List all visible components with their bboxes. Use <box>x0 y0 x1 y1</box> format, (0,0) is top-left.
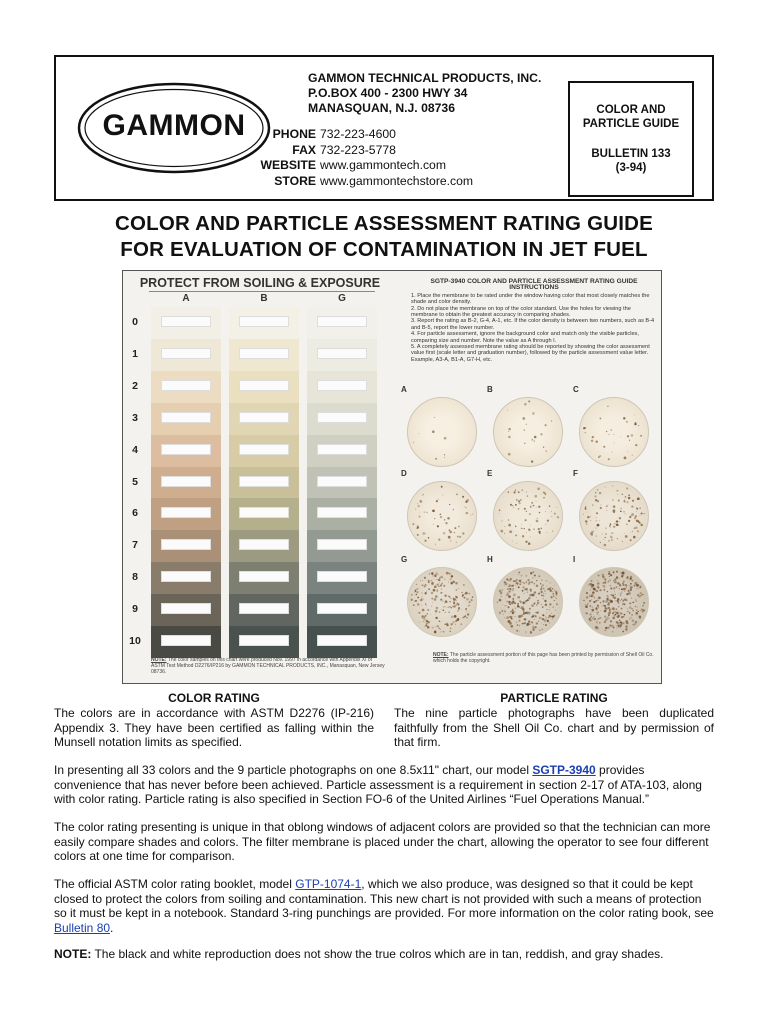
particle-samples <box>393 271 662 684</box>
column-header-a: A <box>182 293 190 304</box>
viewing-window <box>317 412 367 423</box>
viewing-window <box>161 444 211 455</box>
row-number-7: 7 <box>132 539 138 552</box>
viewing-window <box>317 603 367 614</box>
protect-header: PROTECT FROM SOILING & EXPOSURE <box>139 276 381 290</box>
color-swatch-b-8 <box>229 562 299 594</box>
viewing-window <box>239 571 289 582</box>
page-title-line-1: COLOR AND PARTICLE ASSESSMENT RATING GUIDE <box>115 212 653 235</box>
viewing-window <box>317 507 367 518</box>
bulletin-box <box>568 81 694 197</box>
bulletin-80-link[interactable]: Bulletin 80 <box>54 920 111 935</box>
particle-label-i: I <box>573 555 576 564</box>
viewing-window <box>161 380 211 391</box>
particle-rating-text: The nine particle photographs have been duplicated faithfully from the Shell Oil Co. chart and by permission of that firm. <box>394 706 714 749</box>
color-swatch-a-7 <box>151 530 221 562</box>
particle-chart-title: SGTP-3940 COLOR AND PARTICLE ASSESSMENT RATING GUIDE <box>430 278 638 285</box>
color-swatch-b-4 <box>229 435 299 467</box>
particle-label-a: A <box>401 385 407 394</box>
color-swatch-g-6 <box>307 498 377 530</box>
row-number-3: 3 <box>132 411 138 424</box>
bulletin-number: BULLETIN 133 <box>591 148 671 160</box>
color-swatch-b-1 <box>229 339 299 371</box>
contact-website[interactable]: WEBSITE www.gammontech.com <box>260 158 446 172</box>
viewing-window <box>317 571 367 582</box>
viewing-window <box>239 603 289 614</box>
instruction-4: 4. For particle assessment, ignore the background color and match only the visible particles, comparing size and number. Note the value as A through I. <box>411 331 639 344</box>
color-swatch-b-10 <box>229 626 299 658</box>
viewing-window <box>161 412 211 423</box>
viewing-window <box>239 348 289 359</box>
instruction-5: 5. A completely assessed membrane rating should be reported by showing the color assessment value first (scale letter and graduation number), followed by the particle assessment value letter. Example, A3-A, B1-A, G7-H, etc. <box>411 344 650 363</box>
viewing-window <box>317 316 367 327</box>
color-swatch-b-5 <box>229 467 299 499</box>
contact-store[interactable]: STORE www.gammontechstore.com <box>274 173 474 188</box>
particle-speckles <box>580 568 648 636</box>
instructions-heading: INSTRUCTIONS <box>509 284 559 292</box>
color-swatch-g-0 <box>307 307 377 339</box>
paragraph-1: In presenting all 33 colors and the 9 particle photographs on one 8.5x11" chart, our model SGTP-3940 provides convenience that has never before been achieved. Particle assessment is a requirement in section 2-17 of ATA-103, along with color rating. Particle rating is also specified in Section FO-6 of the United Airlines “Fuel Operations Manual.” <box>54 763 702 806</box>
particle-sample-e <box>493 481 563 551</box>
particle-speckles <box>580 398 648 466</box>
color-chart <box>123 271 393 684</box>
gtp-1074-1-link[interactable]: GTP-1074-1 <box>295 877 362 891</box>
viewing-window <box>239 444 289 455</box>
row-number-1: 1 <box>132 347 138 360</box>
particle-sample-b <box>493 397 563 467</box>
row-number-9: 9 <box>132 603 138 616</box>
color-swatch-b-0 <box>229 307 299 339</box>
bulletin-title-1: COLOR AND <box>596 104 666 116</box>
row-number-6: 6 <box>132 507 138 520</box>
color-swatch-b-6 <box>229 498 299 530</box>
letterhead-box <box>54 55 714 201</box>
particle-speckles <box>408 398 476 466</box>
viewing-window <box>317 380 367 391</box>
instruction-1: 1. Place the membrane to be rated under the window having color that most closely matches the shade and color density. <box>411 292 650 306</box>
instruction-3: 3. Report the rating as B-2, G-4, A-1, etc. If the color density is between two numbers, such as B-4 and B-5, report the lower number. <box>411 318 655 331</box>
color-swatch-g-7 <box>307 530 377 562</box>
particle-label-b: B <box>487 385 493 394</box>
particle-speckles <box>408 482 476 550</box>
color-swatch-a-10 <box>151 626 221 658</box>
viewing-window <box>161 635 211 646</box>
logo-text: GAMMON <box>102 109 246 142</box>
viewing-window <box>239 635 289 646</box>
viewing-window <box>317 476 367 487</box>
viewing-window <box>161 316 211 327</box>
particle-speckles <box>494 482 562 550</box>
address-line-2: MANASQUAN, N.J. 08736 <box>308 101 455 115</box>
viewing-window <box>239 316 289 327</box>
bulletin-title-2: PARTICLE GUIDE <box>582 118 680 130</box>
viewing-window <box>317 348 367 359</box>
color-swatch-a-8 <box>151 562 221 594</box>
particle-sample-i <box>579 567 649 637</box>
row-number-8: 8 <box>132 571 138 584</box>
particle-label-e: E <box>487 469 493 478</box>
row-number-10: 10 <box>129 635 141 647</box>
color-swatch-b-9 <box>229 594 299 626</box>
particle-speckles <box>408 568 476 636</box>
viewing-window <box>239 380 289 391</box>
color-swatch-a-1 <box>151 339 221 371</box>
color-swatch-g-9 <box>307 594 377 626</box>
viewing-window <box>239 539 289 550</box>
viewing-window <box>161 507 211 518</box>
viewing-window <box>161 539 211 550</box>
bulletin-date: (3-94) <box>615 162 647 174</box>
color-swatch-g-1 <box>307 339 377 371</box>
particle-label-h: H <box>487 555 493 564</box>
color-swatch-g-2 <box>307 371 377 403</box>
color-swatch-b-7 <box>229 530 299 562</box>
color-swatch-b-3 <box>229 403 299 435</box>
viewing-window <box>317 635 367 646</box>
note-paragraph <box>54 947 714 962</box>
viewing-window <box>239 476 289 487</box>
viewing-window <box>161 603 211 614</box>
color-swatch-a-4 <box>151 435 221 467</box>
particle-sample-a <box>407 397 477 467</box>
particle-speckles <box>580 482 648 550</box>
particle-speckles <box>494 568 562 636</box>
color-swatch-g-4 <box>307 435 377 467</box>
contact-phone: PHONE 732-223-4600 <box>272 127 396 141</box>
particle-sample-h <box>493 567 563 637</box>
row-number-5: 5 <box>132 475 138 488</box>
paragraph-3: The official ASTM color rating booklet, model GTP-1074-1, which we also produce, was designed so that it could be kept closed to protect the colors from soiling and contamination. This new chart is not provided with such a means of protection so it must be kept in a notebook. Standard 3-ring punchings are provided. For more information on the color rating book, see Bulletin 80. <box>54 877 714 935</box>
page-title-line-2: FOR EVALUATION OF CONTAMINATION IN JET FUEL <box>120 238 648 261</box>
particle-label-f: F <box>573 469 578 478</box>
viewing-window <box>317 539 367 550</box>
particle-label-c: C <box>573 385 579 394</box>
particle-sample-c <box>579 397 649 467</box>
color-swatch-b-2 <box>229 371 299 403</box>
row-number-4: 4 <box>132 443 138 456</box>
color-swatch-g-5 <box>307 467 377 499</box>
particle-sample-g <box>407 567 477 637</box>
viewing-window <box>161 476 211 487</box>
column-header-g: G <box>338 293 346 304</box>
viewing-window <box>239 412 289 423</box>
viewing-window <box>317 444 367 455</box>
address-line-1: P.O.BOX 400 - 2300 HWY 34 <box>308 86 468 100</box>
viewing-window <box>161 571 211 582</box>
sgtp-3940-link[interactable]: SGTP-3940 <box>532 763 596 777</box>
row-number-0: 0 <box>132 316 138 328</box>
color-swatch-g-10 <box>307 626 377 658</box>
particle-note: NOTE: The particle assessment portion of this page has been printed by permission of Shell Oil Co. which holds the copyright. <box>433 652 654 664</box>
instruction-2: 2. Do not place the membrane on top of the color standard. Use the holes for viewing the membrane to obtain the greatest accuracy in comparing shades. <box>411 305 631 319</box>
column-header-b: B <box>260 293 268 304</box>
chart-panel <box>122 270 662 684</box>
company-name: GAMMON TECHNICAL PRODUCTS, INC. <box>308 71 542 85</box>
company-address <box>308 71 541 116</box>
color-swatch-g-3 <box>307 403 377 435</box>
note-text: The black and white reproduction does not show the true colros which are in tan, reddish, and gray shades. <box>91 947 664 961</box>
note-label: NOTE: <box>54 947 92 961</box>
row-number-2: 2 <box>132 379 138 392</box>
color-swatch-a-6 <box>151 498 221 530</box>
color-swatch-g-8 <box>307 562 377 594</box>
color-swatch-a-2 <box>151 371 221 403</box>
color-swatch-a-9 <box>151 594 221 626</box>
color-rating-text: The colors are in accordance with ASTM D2276 (IP-216) Appendix 3. They have been certified as falling within the Munsell notation limits as specified. <box>54 706 374 749</box>
color-swatch-a-3 <box>151 403 221 435</box>
viewing-window <box>161 348 211 359</box>
color-rating-heading: COLOR RATING <box>168 691 260 705</box>
color-note: NOTE: The color samples on this chart were produced Nov. 1997 in accordance with Appendix XI of ASTM Test Method D2276/IP216 by GAMMON TECHNICAL PRODUCTS, INC., Manasquan, New Jersey 08736. <box>151 657 385 675</box>
particle-speckles <box>494 398 562 466</box>
gammon-logo <box>76 81 272 175</box>
color-swatch-a-0 <box>151 307 221 339</box>
particle-label-g: G <box>401 555 408 564</box>
color-swatch-a-5 <box>151 467 221 499</box>
particle-sample-f <box>579 481 649 551</box>
viewing-window <box>239 507 289 518</box>
contact-fax: FAX 732-223-5778 <box>292 142 396 157</box>
particle-rating-heading: PARTICLE RATING <box>500 691 608 705</box>
paragraph-2: The color rating presenting is unique in that oblong windows of adjacent colors are provided so that the technician can more easily compare shades and colors. The filter membrane is placed under the chart, allowing the operator to see four different colors at one time for comparison. <box>54 820 711 863</box>
particle-sample-d <box>407 481 477 551</box>
particle-label-d: D <box>401 469 407 478</box>
